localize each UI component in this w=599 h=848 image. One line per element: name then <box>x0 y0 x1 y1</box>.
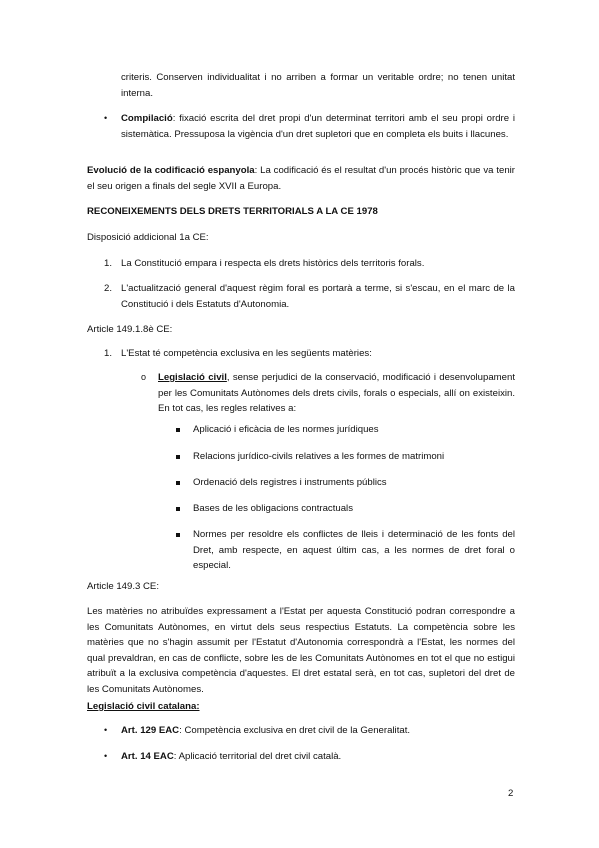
rule-item: Bases de les obligacions contractuals <box>193 503 353 514</box>
rule-item: Ordenació dels registres i instruments públics <box>193 477 387 488</box>
evolucio-text: : La codificació és el resultat d'un procés històric que va tenir el seu origen a finals del segle XVII a Europa. <box>87 165 515 192</box>
article-149-3-text: Les matèries no atribuïdes expressament a l'Estat per aquesta Constitució podran correspondre a les Comunitats Autònomes, en virtut dels seus respectius Estatuts. La competència sobre les matèries que no s'hagin assumit per l'Estatut d'Autonomia correspondrà a l'Estat, les normes del qual prevaldran, en cas de conflicte, sobre les de les Comunitats Autònomes en tot el que no estigui atribuït a la exclusiva competència d'aquestes. El dret estatal serà, en tot cas, supletori del dret de les Comunitats Autònomes. <box>87 606 515 695</box>
bullet-marker: • <box>104 725 108 735</box>
square-bullet <box>176 507 180 511</box>
article-149-3-label: Article 149.3 CE: <box>87 581 159 592</box>
sub-list-marker: o <box>141 372 147 382</box>
catalana-heading: Legislació civil catalana: <box>87 701 200 712</box>
catalana-item <box>121 749 515 765</box>
section-heading: RECONEIXEMENTS DELS DRETS TERRITORIALS A LA CE 1978 <box>87 206 378 217</box>
legislacio-term: Legislació civil <box>158 372 227 383</box>
list-number: 2. <box>104 283 113 294</box>
rule-item: Aplicació i eficàcia de les normes jurídiques <box>193 424 379 435</box>
paragraph-continuation: criteris. Conserven individualitat i no arriben a formar un veritable ordre; no tenen unitat interna. <box>121 72 515 99</box>
catalana-text: : Aplicació territorial del dret civil català. <box>173 751 342 762</box>
legislacio-civil-item <box>158 370 515 417</box>
catalana-item <box>121 723 515 739</box>
list-item: La Constitució empara i respecta els drets històrics dels territoris forals. <box>121 258 425 269</box>
bullet-marker: • <box>104 113 108 123</box>
catalana-term: Art. 129 EAC <box>121 725 180 736</box>
rule-item: Normes per resoldre els conflictes de lleis i determinació de les fonts del Dret, amb respecte, en aquest últim cas, a les normes de dret foral o especial. <box>193 529 515 571</box>
evolucio-paragraph <box>87 163 515 194</box>
rule-item: Relacions jurídico-civils relatives a les formes de matrimoni <box>193 451 445 462</box>
square-bullet <box>176 428 180 432</box>
compilacio-term: Compilació <box>121 113 173 124</box>
compilacio-text: : fixació escrita del dret propi d'un determinat territori amb el seu propi ordre i sistemàtica. Pressuposa la vigència d'un dret supletori que en completa els buits i llacunes. <box>121 113 515 140</box>
square-bullet <box>176 533 180 537</box>
bullet-marker: • <box>104 751 108 761</box>
list-number: 1. <box>104 258 113 269</box>
catalana-text: : Competència exclusiva en dret civil de la Generalitat. <box>179 725 411 736</box>
square-bullet <box>176 481 180 485</box>
page-number: 2 <box>508 788 514 799</box>
evolucio-term: Evolució de la codificació espanyola <box>87 165 255 176</box>
catalana-term: Art. 14 EAC <box>121 751 174 762</box>
compilacio-item <box>121 111 515 142</box>
list-item: L'actualització general d'aquest règim foral es portarà a terme, si s'escau, en el marc de la Constitució i dels Estatuts d'Autonomia. <box>121 283 515 310</box>
legislacio-text: , sense perjudici de la conservació, modificació i desenvolupament per les Comunitats Autònomes dels drets civils, forals o especials, allí on existeixin. En tot cas, les regles relatives a: <box>158 372 515 414</box>
list-number: 1. <box>104 348 113 359</box>
list-item: L'Estat té competència exclusiva en les següents matèries: <box>121 348 372 359</box>
article-149-1-label: Article 149.1.8è CE: <box>87 324 173 335</box>
square-bullet <box>176 455 180 459</box>
disposicio-label: Disposició addicional 1a CE: <box>87 232 209 243</box>
